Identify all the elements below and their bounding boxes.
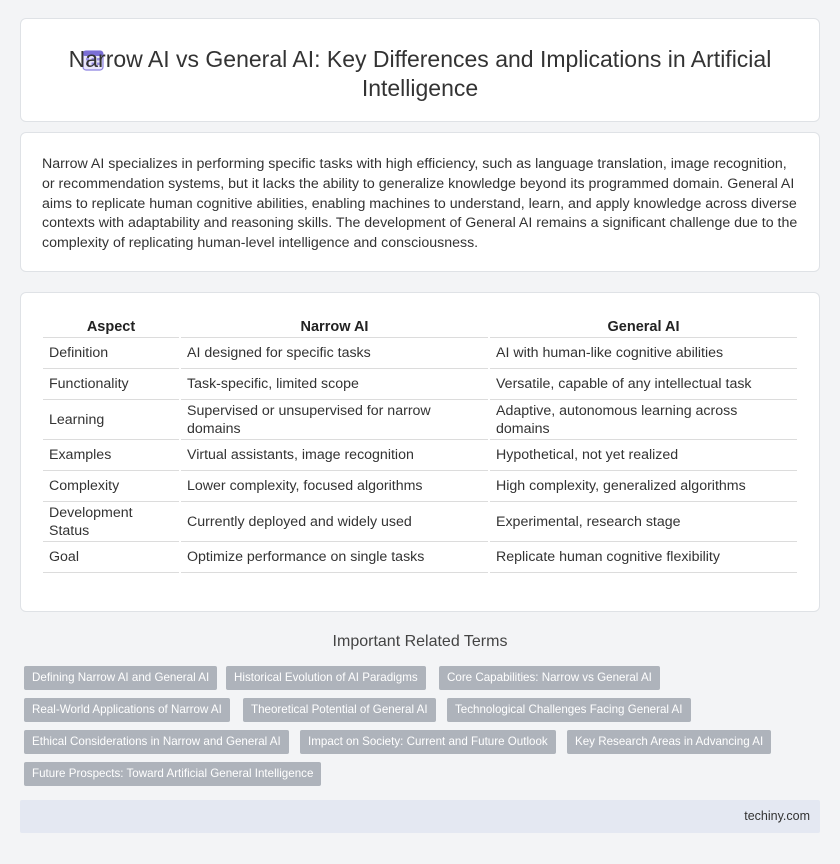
- related-term-tag[interactable]: Technological Challenges Facing General AI: [447, 698, 691, 722]
- cell-aspect: Learning: [43, 400, 179, 440]
- cell-general-ai: High complexity, generalized algorithms: [490, 471, 797, 502]
- cell-narrow-ai: Currently deployed and widely used: [181, 502, 488, 542]
- related-term-tag[interactable]: Defining Narrow AI and General AI: [24, 666, 217, 690]
- cell-narrow-ai: AI designed for specific tasks: [181, 338, 488, 369]
- related-term-tag[interactable]: Real-World Applications of Narrow AI: [24, 698, 230, 722]
- header-card: [20, 18, 820, 122]
- cell-general-ai: Replicate human cognitive flexibility: [490, 542, 797, 573]
- cell-narrow-ai: Optimize performance on single tasks: [181, 542, 488, 573]
- table-header-row: [43, 315, 797, 338]
- related-term-tag[interactable]: Core Capabilities: Narrow vs General AI: [439, 666, 660, 690]
- cell-aspect: Complexity: [43, 471, 179, 502]
- cell-narrow-ai: Virtual assistants, image recognition: [181, 440, 488, 471]
- cell-aspect: Development Status: [43, 502, 179, 542]
- cell-narrow-ai: Supervised or unsupervised for narrow domains: [181, 400, 488, 440]
- table-row: [43, 542, 797, 573]
- header-narrow-ai: Narrow AI: [181, 315, 488, 338]
- summary-paragraph: Narrow AI specializes in performing specific tasks with high efficiency, such as language translation, image recognition, or recommendation systems, but it lacks the ability to generalize knowledge beyond its programmed domain. General AI aims to replicate human cognitive abilities, enabling machines to understand, learn, and apply knowledge across diverse contexts with adaptability and reasoning skills. The development of General AI remains a significant challenge due to the complexity of replicating human-level intelligence and consciousness.: [42, 156, 798, 252]
- cell-narrow-ai: Lower complexity, focused algorithms: [181, 471, 488, 502]
- table-row: [43, 338, 797, 369]
- table-row: [43, 440, 797, 471]
- header-general-ai: General AI: [490, 315, 797, 338]
- cell-aspect: Examples: [43, 440, 179, 471]
- cell-general-ai: AI with human-like cognitive abilities: [490, 338, 797, 369]
- table-row: [43, 369, 797, 400]
- table-row: [43, 471, 797, 502]
- summary-card: [20, 132, 820, 272]
- table-row: [43, 400, 797, 440]
- cell-aspect: Functionality: [43, 369, 179, 400]
- cell-general-ai: Versatile, capable of any intellectual task: [490, 369, 797, 400]
- related-term-tag[interactable]: Theoretical Potential of General AI: [243, 698, 436, 722]
- related-terms-heading: Important Related Terms: [332, 633, 508, 650]
- site-link[interactable]: techiny.com: [744, 809, 810, 823]
- related-term-tag[interactable]: Historical Evolution of AI Paradigms: [226, 666, 426, 690]
- page-title: Narrow AI vs General AI: Key Differences and Implications in Artificial Intelligence: [68, 46, 772, 101]
- related-term-tag[interactable]: Impact on Society: Current and Future Outlook: [300, 730, 556, 754]
- cell-general-ai: Hypothetical, not yet realized: [490, 440, 797, 471]
- comparison-table: [41, 315, 799, 573]
- cell-general-ai: Experimental, research stage: [490, 502, 797, 542]
- header-aspect: Aspect: [43, 315, 179, 338]
- comparison-table-card: [20, 292, 820, 612]
- cell-aspect: Goal: [43, 542, 179, 573]
- cell-narrow-ai: Task-specific, limited scope: [181, 369, 488, 400]
- cell-aspect: Definition: [43, 338, 179, 369]
- related-term-tag[interactable]: Future Prospects: Toward Artificial General Intelligence: [24, 762, 321, 786]
- related-term-tag[interactable]: Ethical Considerations in Narrow and General AI: [24, 730, 289, 754]
- related-term-tag[interactable]: Key Research Areas in Advancing AI: [567, 730, 771, 754]
- cell-general-ai: Adaptive, autonomous learning across domains: [490, 400, 797, 440]
- footer-bar: [20, 800, 820, 833]
- table-row: [43, 502, 797, 542]
